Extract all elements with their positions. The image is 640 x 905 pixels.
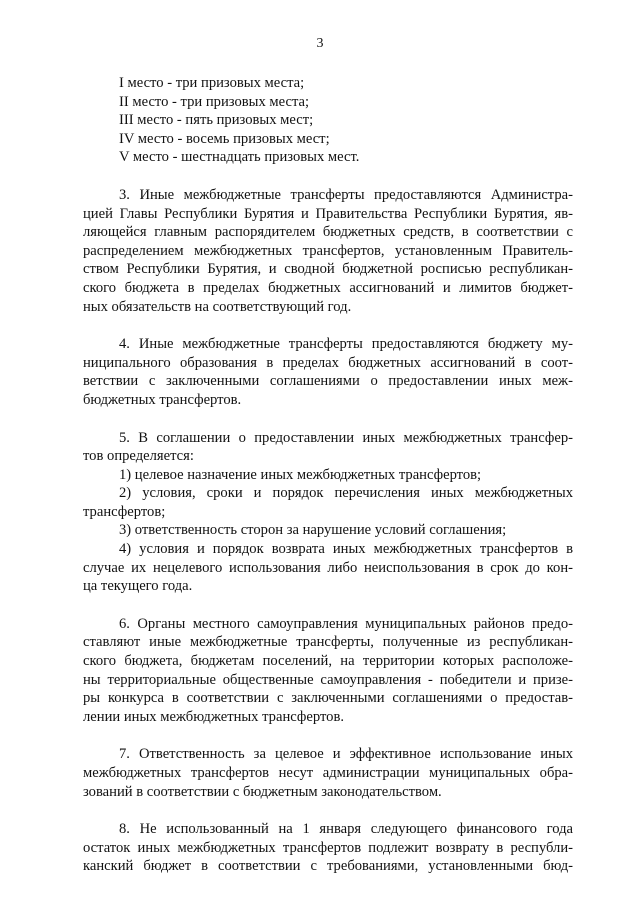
paragraph-5 <box>83 429 573 596</box>
place-item: IV место - восемь призовых мест; <box>119 130 330 147</box>
text-line: ны территориальные общественные самоуправления - победители и призе- <box>83 671 573 688</box>
text-line: бюджетных трансфертов. <box>83 391 242 408</box>
text-line: 6. Органы местного самоуправления муниципальных районов предо- <box>119 615 573 632</box>
place-item: I место - три призовых места; <box>119 75 305 91</box>
text-line: 8. Не использованный на 1 января следующего финансового года <box>119 821 573 838</box>
text-line: 3. Иные межбюджетные трансферты предоставляются Администра- <box>119 186 573 203</box>
text-line: 2) условия, сроки и порядок перечисления иных межбюджетных <box>119 485 573 502</box>
text-line: ляющейся главным распорядителем бюджетных средств, в соответствии с <box>83 224 573 241</box>
paragraph-3 <box>83 186 573 316</box>
text-line: лении иных межбюджетных трансфертов. <box>83 708 344 725</box>
text-line: ского бюджета, бюджетам поселений, на территории которых расположе- <box>83 653 573 670</box>
place-item: III место - пять призовых мест; <box>119 112 314 129</box>
text-line: ветствии с заключенными соглашениями о предоставлении иных меж- <box>83 373 573 390</box>
text-line: ры конкурса в соответствии с заключенными соглашениями о предостав- <box>83 690 573 707</box>
text-line: трансфертов; <box>83 503 166 520</box>
places-list <box>83 74 573 167</box>
text-line: межбюджетных трансфертов несут администрации муниципальных обра- <box>83 765 573 781</box>
text-line: канский бюджет в соответствии с требованиями, установленными бюд- <box>83 858 573 875</box>
text-line: зований в соответствии с бюджетным законодательством. <box>83 783 442 800</box>
place-item: V место - шестнадцать призовых мест. <box>119 149 360 166</box>
text-line: 1) целевое назначение иных межбюджетных трансфертов; <box>119 466 482 483</box>
paragraph-8 <box>83 820 573 876</box>
document-body <box>83 74 573 876</box>
text-line: остаток иных межбюджетных трансфертов подлежит возврату в республи- <box>83 839 573 856</box>
paragraph-6 <box>83 615 573 727</box>
text-line: ством Республики Бурятия, и сводной бюджетной росписью республикан- <box>83 261 573 278</box>
text-line: 4. Иные межбюджетные трансферты предоставляются бюджету му- <box>119 336 573 353</box>
text-line: 4) условия и порядок возврата иных межбюджетных трансфертов в <box>119 541 573 558</box>
paragraph-7 <box>83 745 573 801</box>
page-number: 3 <box>316 36 324 51</box>
text-line: ниципального образования в пределах бюджетных ассигнований в соот- <box>83 354 573 371</box>
text-line: ставляют иные межбюджетные трансферты, полученные из республикан- <box>83 634 573 651</box>
text-line: распределением межбюджетных трансфертов, установленным Правитель- <box>83 242 573 259</box>
text-line: 3) ответственность сторон за нарушение условий соглашения; <box>119 522 507 539</box>
text-line: цией Главы Республики Бурятия и Правительства Республики Бурятия, яв- <box>83 205 573 222</box>
place-item: II место - три призовых места; <box>119 93 310 110</box>
paragraph-4 <box>83 335 573 409</box>
text-line: случае их нецелевого использования либо неиспользования в срок до кон- <box>83 559 573 576</box>
text-line: тов определяется: <box>83 448 194 465</box>
text-line: 5. В соглашении о предоставлении иных межбюджетных трансфер- <box>119 429 573 446</box>
text-line: ных обязательств на соответствующий год. <box>83 298 352 315</box>
text-line: 7. Ответственность за целевое и эффективное использование иных <box>119 746 573 763</box>
text-line: ца текущего года. <box>83 578 193 595</box>
text-line: ского бюджета в пределах бюджетных ассигнований и лимитов бюджет- <box>83 279 573 296</box>
